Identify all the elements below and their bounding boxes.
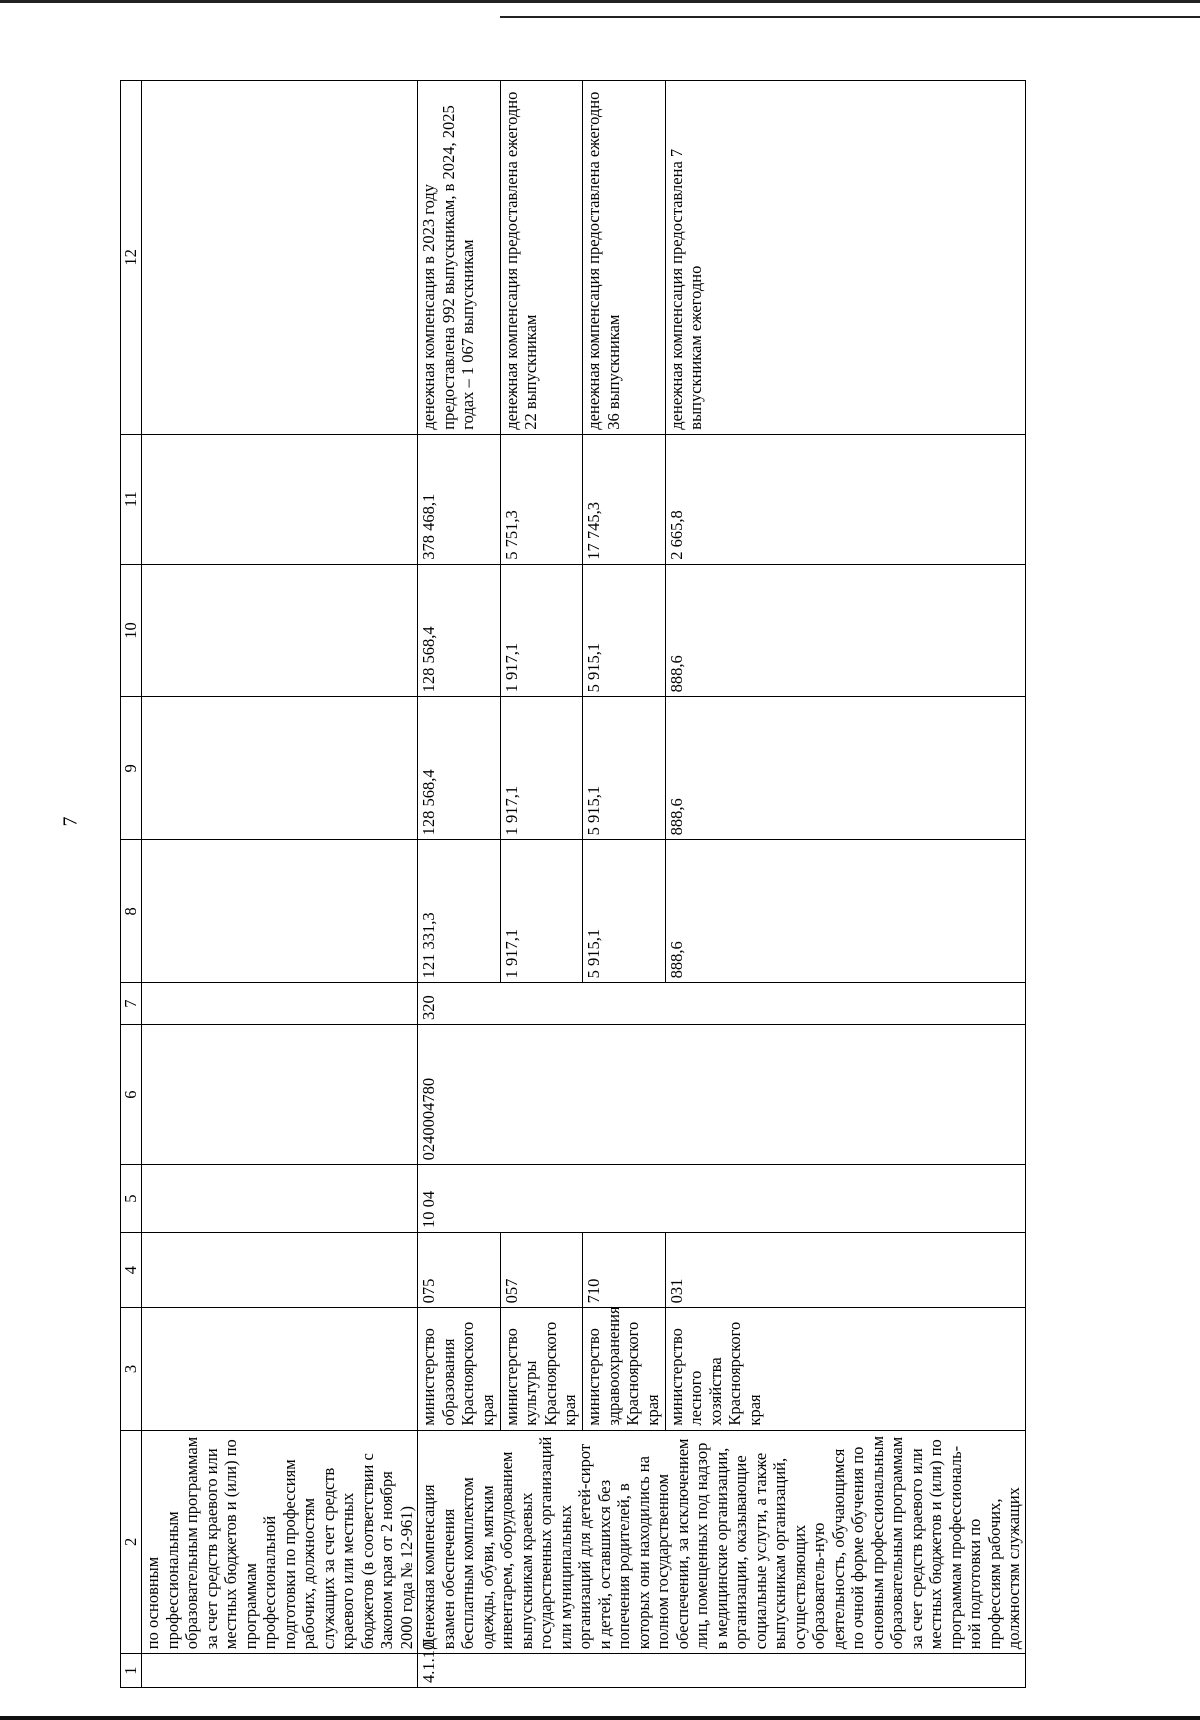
header-cell: 10 [121, 564, 142, 697]
header-cell: 1 [121, 1654, 142, 1688]
table-cell [142, 1024, 418, 1164]
target-article-code: 0240004780 [418, 1024, 1026, 1164]
amount-cell: 888,6 [665, 840, 1025, 983]
header-cell: 7 [121, 983, 142, 1025]
table-row [142, 81, 418, 1688]
table-cell [142, 840, 418, 983]
header-cell: 11 [121, 434, 142, 564]
header-cell: 2 [121, 1430, 142, 1654]
table-cell [142, 983, 418, 1025]
budget-table [120, 80, 1026, 1688]
responsible-agency: министерство образования Красноярского края [418, 1308, 501, 1430]
header-cell: 12 [121, 81, 142, 435]
rotated-table-container [120, 88, 1072, 1688]
expected-result: денежная компенсация предоставлена 7 выпускникам ежегодно [665, 81, 1025, 435]
table-cell [142, 81, 418, 435]
row-number: 4.1.10 [418, 1654, 1026, 1688]
agency-code: 075 [418, 1232, 501, 1307]
header-cell: 4 [121, 1232, 142, 1307]
amount-cell: 1 917,1 [500, 564, 583, 697]
measure-description: Денежная компенсация взамен обеспечения бесплатным комплектом одежды, обуви, мягким инвентарем, оборудованием выпускникам краевых государственных организаций или муниципальных организаций для детей-сирот и детей, оставшихся без попечения родителей, в которых они находились на полном государственном обеспечении, за исключением лиц, помещенных под надзор в медицинские организации, организации, оказывающие социальные услуги, а также выпускникам организаций, осуществляющих образователь-ную деятельность, обучающимся по очной форме обучения по основным профессиональным образовательным программам за счет средств краевого или местных бюджетов и (или) по программам профессиональ-ной подготовки по профессиям рабочих, должностям служащих [418, 1430, 1026, 1654]
header-cell: 3 [121, 1308, 142, 1430]
table-cell [142, 564, 418, 697]
table-cell [142, 1165, 418, 1233]
table-row [418, 81, 501, 1688]
amount-total: 17 745,3 [583, 434, 666, 564]
amount-cell: 1 917,1 [500, 697, 583, 840]
amount-cell: 128 568,4 [418, 697, 501, 840]
amount-cell: 888,6 [665, 564, 1025, 697]
page-number: 7 [59, 816, 82, 827]
table-cell [142, 1308, 418, 1430]
responsible-agency: министерство здравоохранения Красноярского края [583, 1308, 666, 1430]
agency-code: 031 [665, 1232, 1025, 1307]
amount-cell: 1 917,1 [500, 840, 583, 983]
expected-result: денежная компенсация предоставлена ежегодно 36 выпускникам [583, 81, 666, 435]
amount-total: 378 468,1 [418, 434, 501, 564]
amount-total: 2 665,8 [665, 434, 1025, 564]
scan-edge-top [0, 0, 1200, 3]
header-row [121, 81, 142, 1688]
responsible-agency: министерство лесного хозяйства Красноярского края [665, 1308, 1025, 1430]
table-cell [142, 1232, 418, 1307]
amount-total: 5 751,3 [500, 434, 583, 564]
expected-result: денежная компенсация в 2023 году предоставлена 992 выпускникам, в 2024, 2025 годах – 1 067 выпускникам [418, 81, 501, 435]
header-cell: 5 [121, 1165, 142, 1233]
amount-cell: 5 915,1 [583, 840, 666, 983]
amount-cell: 5 915,1 [583, 564, 666, 697]
expected-result: денежная компенсация предоставлена ежегодно 22 выпускникам [500, 81, 583, 435]
continued-description: по основным профессиональным образовательным программам за счет средств краевого или местных бюджетов и (или) по программам профессиональной подготовки по профессиям рабочих, должностям служащих за счет средств краевого или местных бюджетов (в соответствии с Законом края от 2 ноября 2000 года № 12-961) [142, 1430, 418, 1654]
table-cell [142, 697, 418, 840]
scan-edge-bottom [0, 1716, 1200, 1720]
amount-cell: 121 331,3 [418, 840, 501, 983]
table-cell [142, 434, 418, 564]
amount-cell: 5 915,1 [583, 697, 666, 840]
header-cell: 9 [121, 697, 142, 840]
header-cell: 6 [121, 1024, 142, 1164]
amount-cell: 888,6 [665, 697, 1025, 840]
header-cell: 8 [121, 840, 142, 983]
agency-code: 710 [583, 1232, 666, 1307]
scan-edge-line [500, 16, 1200, 18]
expense-type-code: 320 [418, 983, 1026, 1025]
table-cell [142, 1654, 418, 1688]
section-code: 10 04 [418, 1165, 1026, 1233]
agency-code: 057 [500, 1232, 583, 1307]
responsible-agency: министерство культуры Красноярского края [500, 1308, 583, 1430]
amount-cell: 128 568,4 [418, 564, 501, 697]
